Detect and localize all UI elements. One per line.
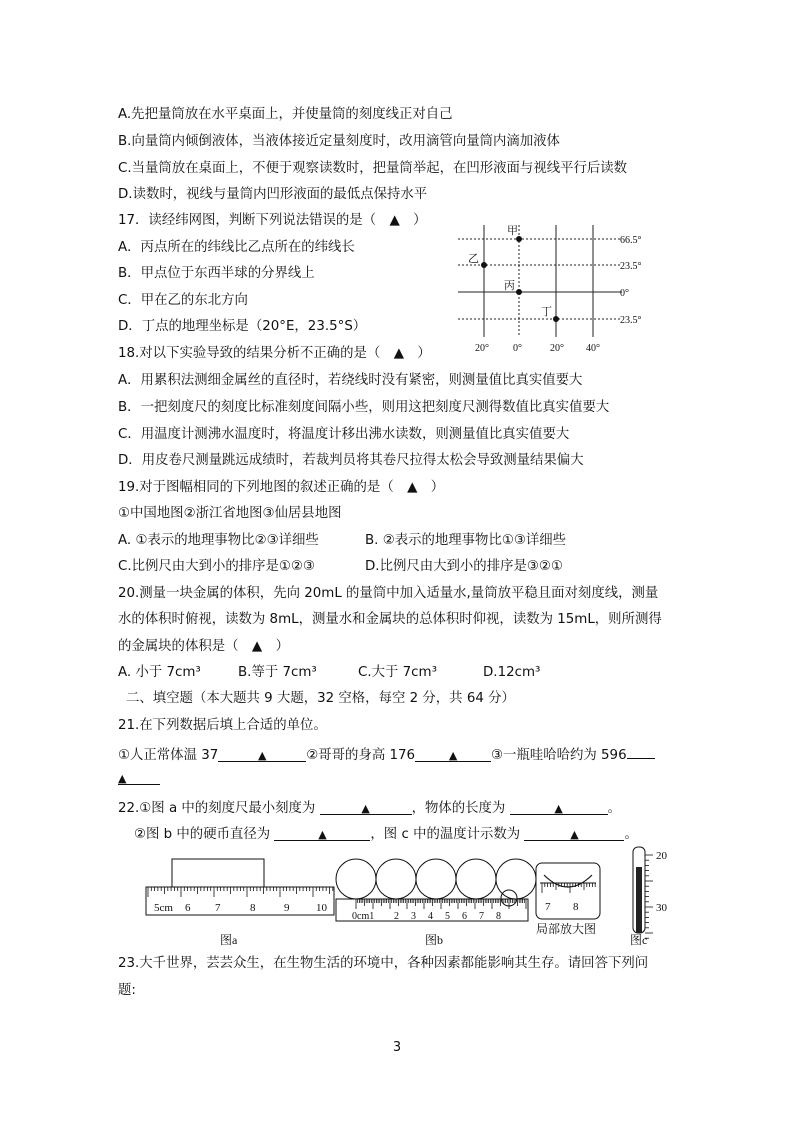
question-22-part1: 22.①图 a 中的刻度尺最小刻度为 ▲ ，物体的长度为 ▲ 。 — [118, 801, 621, 816]
option-d-19: D.比例尺由大到小的排序是③②① — [365, 559, 563, 574]
figure-caption: 局部放大图 — [536, 922, 597, 936]
question-21-blank-wrap — [118, 770, 160, 788]
point-label: 丁 — [541, 306, 552, 318]
question-22-part2: ②图 b 中的硬币直径为 ▲ ，图 c 中的温度计示数为 ▲ 。 — [134, 827, 638, 842]
coin — [376, 859, 416, 899]
option-b-19: B. ②表示的地理事物比①③详细些 — [365, 533, 567, 548]
answer-blank[interactable]: ▲ — [320, 800, 412, 815]
lon-label: 0° — [513, 343, 522, 354]
page-number: 3 — [392, 1040, 402, 1055]
zoom-inset — [536, 863, 600, 936]
answer-blank[interactable]: ▲ — [218, 747, 306, 762]
figure-caption: 图c — [630, 933, 648, 947]
figure-caption: 图a — [220, 933, 238, 947]
question-23-line2: 题: — [118, 983, 136, 998]
ruler-a — [146, 887, 334, 915]
map-list: ①中国地图②浙江省地图③仙居县地图 — [118, 506, 342, 521]
lat-long-grid-figure — [450, 215, 660, 360]
lon-label: 40° — [586, 343, 600, 354]
lat-label: 23.5° — [620, 315, 642, 326]
point-label: 丙 — [504, 280, 515, 292]
option-a-18: A．用累积法测细金属丝的直径时，若绕线时没有紧密，则测量值比真实值要大 — [118, 373, 583, 388]
answer-blank[interactable]: ▲ — [274, 826, 370, 841]
figure-a — [146, 859, 334, 947]
answer-blank[interactable] — [627, 744, 655, 759]
ruler-label: 3 — [411, 911, 416, 922]
point-ding — [553, 316, 559, 322]
lat-label: 0° — [620, 288, 629, 299]
question-20-line1: 20.测量一块金属的体积，先向 20mL 的量筒中加入适量水,量筒放平稳且面对刻度线，测量 — [118, 586, 659, 601]
ruler-label: 10 — [316, 902, 327, 914]
ruler-label: 2 — [394, 911, 399, 922]
question-18: 18.对以下实验导致的结果分析不正确的是（ ▲ ） — [118, 346, 431, 361]
lon-label: 20° — [550, 343, 564, 354]
point-label: 甲 — [507, 225, 518, 237]
question-21: 21.在下列数据后填上合适的单位。 — [118, 718, 327, 733]
option-b-18: B．一把刻度尺的刻度比标准刻度间隔小些，则用这把刻度尺测得数值比真实值要大 — [118, 400, 610, 415]
option-c-20: C.大于 7cm³ — [358, 665, 437, 680]
answer-blank[interactable]: ▲ — [118, 770, 160, 785]
figure-c — [630, 847, 668, 947]
coin — [336, 859, 376, 899]
measured-object — [172, 859, 264, 887]
section-heading: 二、填空题（本大题共 9 大题，32 空格，每空 2 分，共 64 分） — [126, 691, 515, 706]
ruler-label: 8 — [496, 911, 501, 922]
option-d-18: D．用皮卷尺测量跳远成绩时，若裁判员将其卷尺拉得太松会导致测量结果偏大 — [118, 453, 584, 468]
lat-label: 66.5° — [620, 235, 642, 246]
ruler-label: 9 — [284, 902, 290, 914]
ruler-label: 6 — [185, 902, 191, 914]
figure-b — [336, 859, 536, 947]
option-c-18: C．用温度计测沸水温度时，将温度计移出沸水读数，则测量值比真实值要大 — [118, 427, 570, 442]
question-23-line1: 23.大千世界，芸芸众生，在生物生活的环境中，各种因素都能影响其生存。请回答下列问 — [118, 956, 649, 971]
option-a-16: A.先把量筒放在水平桌面上，并使量筒的刻度线正对自己 — [118, 107, 453, 122]
lon-label: 20° — [475, 343, 489, 354]
coin — [416, 859, 456, 899]
option-a-20: A. 小于 7cm³ — [118, 665, 201, 680]
coin — [496, 859, 536, 899]
coin-edge — [544, 875, 592, 887]
question-17: 17．读经纬网图，判断下列说法错误的是（ ▲ ） — [118, 213, 427, 228]
point-label: 乙 — [468, 253, 479, 265]
ruler-label: 0cm1 — [352, 911, 375, 922]
thermometer-label: 30 — [656, 902, 667, 914]
option-a-19: A. ①表示的地理事物比②③详细些 — [118, 533, 319, 548]
thermometer-liquid — [636, 867, 642, 933]
option-a-17: A．丙点所在的纬线比乙点所在的纬线长 — [118, 240, 355, 255]
question-21-blanks: ①人正常体温 37 ▲ ②哥哥的身高 176 ▲ ③一瓶哇哈哈约为 596 — [118, 744, 655, 765]
coin — [456, 859, 496, 899]
option-b-20: B.等于 7cm³ — [238, 665, 317, 680]
option-c-19: C.比例尺由大到小的排序是①②③ — [118, 559, 315, 574]
question-20-line3: 的金属块的体积是（ ▲ ） — [118, 639, 289, 654]
figure-caption: 图b — [425, 933, 444, 947]
option-b-17: B．甲点位于东西半球的分界线上 — [118, 266, 315, 281]
option-d-20: D.12cm³ — [483, 665, 541, 680]
question-20-line2: 水的体积时俯视，读数为 8mL，测量水和金属块的总体积时仰视，读数为 15mL，则所测得 — [118, 612, 662, 627]
option-d-16: D.读数时，视线与量筒内凹形液面的最低点保持水平 — [118, 187, 428, 202]
measurement-figure — [140, 843, 680, 951]
point-yi — [481, 262, 487, 268]
ruler-label: 7 — [545, 901, 551, 913]
answer-blank[interactable]: ▲ — [510, 800, 608, 815]
ruler-label: 8 — [573, 901, 579, 913]
ruler-label: 4 — [428, 911, 433, 922]
point-bing — [516, 289, 522, 295]
option-c-16: C.当量筒放在桌面上，不便于观察读数时，把量筒举起，在凹形液面与视线平行后读数 — [118, 161, 628, 176]
question-19: 19.对于图幅相同的下列地图的叙述正确的是（ ▲ ） — [118, 480, 445, 495]
ruler-label: 7 — [479, 911, 484, 922]
ruler-label: 6 — [462, 911, 467, 922]
ruler-label: 5 — [445, 911, 450, 922]
thermometer-label: 20 — [656, 850, 667, 862]
lat-label: 23.5° — [620, 261, 642, 272]
ruler-label: 7 — [215, 902, 221, 914]
ruler-label: 8 — [250, 902, 256, 914]
option-c-17: C．甲在乙的东北方向 — [118, 293, 248, 308]
answer-blank[interactable]: ▲ — [524, 826, 624, 841]
option-b-16: B.向量筒内倾倒液体，当液体接近定量刻度时，改用滴管向量筒内滴加液体 — [118, 134, 560, 149]
answer-blank[interactable]: ▲ — [415, 747, 491, 762]
ruler-label: 5cm — [154, 902, 173, 914]
option-d-17: D．丁点的地理坐标是（20°E，23.5°S） — [118, 319, 367, 334]
